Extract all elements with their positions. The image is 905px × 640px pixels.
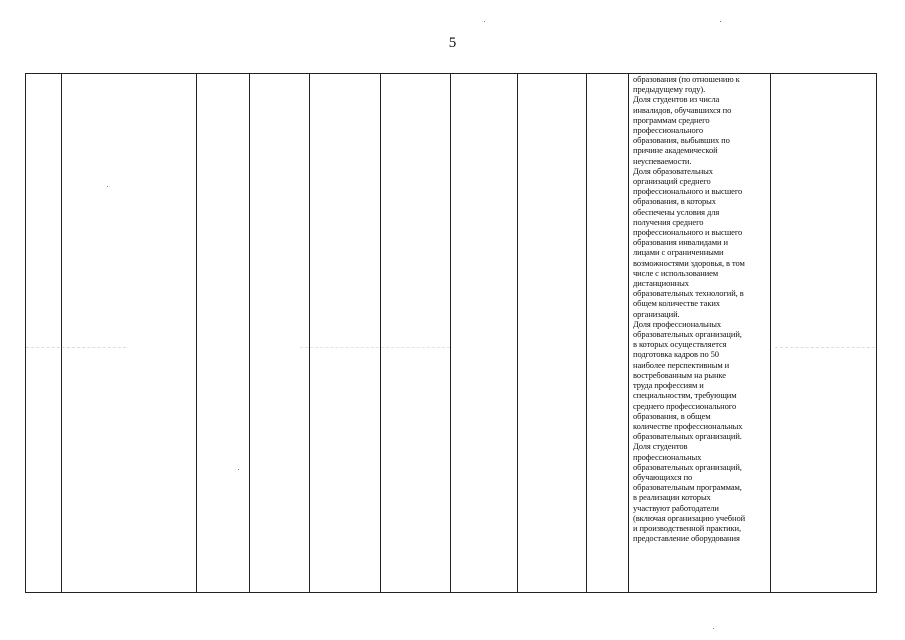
table-cell-col11 — [771, 74, 877, 593]
scan-artifact-dot — [720, 21, 721, 22]
table-cell-col8 — [518, 74, 587, 593]
table-cell-col4 — [250, 74, 310, 593]
table-cell-col3 — [197, 74, 250, 593]
scan-artifact-dot — [238, 469, 239, 470]
indicator-text: Доля профессиональных образовательных организаций, в которых осуществляется подготовка кадров по 50 наиболее перспективным и востребованным на рынке труда профессиям и специальностям, требующим среднего профессионального образования, в общем количестве профессиональных образовательных организаций. — [633, 318, 743, 442]
indicator-text: Доля студентов профессиональных образовательных организаций, обучающихся по образовательным программам, в реализации которых участвуют работодатели (включая организацию учебной и производственной практики, предоставление оборудования — [633, 441, 746, 544]
page-number: 5 — [448, 35, 457, 51]
scan-artifact-dot — [713, 628, 714, 629]
table-cell-name — [62, 74, 197, 593]
scan-artifact-dot — [107, 186, 108, 187]
table-cell-indicators — [629, 74, 771, 593]
table-cell-col5 — [310, 74, 381, 593]
scan-artifact-line — [775, 347, 875, 348]
table-row — [26, 74, 877, 593]
indicator-text: Доля студентов из числа инвалидов, обучавшихся по программам среднего профессионального образования, выбывших по причине академической неуспеваемости. — [633, 94, 732, 166]
scan-artifact-line — [300, 347, 450, 348]
scan-artifact-dot — [484, 21, 485, 22]
table-cell-number — [26, 74, 62, 593]
table-cell-col9 — [587, 74, 629, 593]
document-table — [25, 73, 877, 593]
table-cell-col6 — [381, 74, 451, 593]
indicator-text: образования (по отношению к предыдущему году). — [633, 74, 740, 95]
table-cell-col7 — [451, 74, 518, 593]
scan-artifact-line — [26, 347, 126, 348]
indicator-text: Доля образовательных организаций среднего профессионального и высшего образования, в которых обеспечены условия для получения среднего профессионального и высшего образования инвалидами и лицами с ограниченными возможностями здоровья, в том числе с использованием дистанционных образовательных технологий, в общем количестве таких организаций. — [633, 165, 745, 319]
